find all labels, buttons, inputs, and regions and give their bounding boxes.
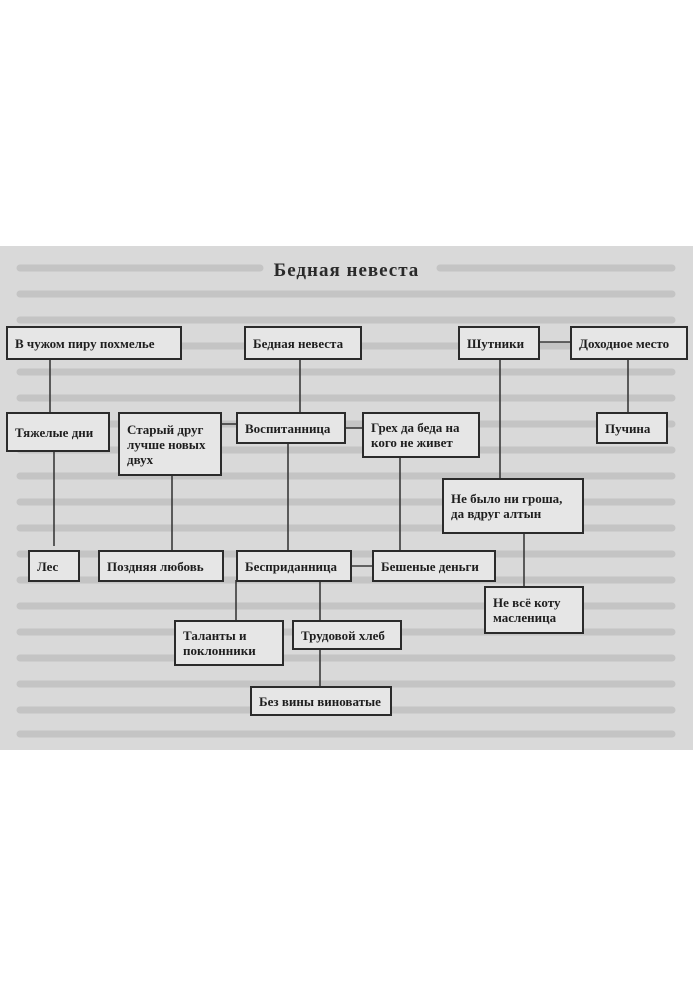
node-les: Лес — [28, 550, 80, 582]
node-puchina: Пучина — [596, 412, 668, 444]
node-bez-viny-vinovatye: Без вины виноватые — [250, 686, 392, 716]
node-shutniki: Шутники — [458, 326, 540, 360]
node-pozdnyaya-lyubov: Поздняя любовь — [98, 550, 224, 582]
node-ne-vse-kotu-maslenica: Не всё коту масленица — [484, 586, 584, 634]
node-beshenye-dengi: Бешеные деньги — [372, 550, 496, 582]
node-dohodnoe-mesto: Доходное место — [570, 326, 688, 360]
node-staryi-drug: Старый друг лучше новых двух — [118, 412, 222, 476]
node-tyazhelye-dni: Тяжелые дни — [6, 412, 110, 452]
node-greh-da-beda: Грех да беда на кого не живет — [362, 412, 480, 458]
node-talanty-i-poklonniki: Таланты и поклонники — [174, 620, 284, 666]
diagram-title: Бедная невеста — [273, 260, 420, 281]
node-vospitannica: Воспитанница — [236, 412, 346, 444]
node-ne-bylo-ni-grosha: Не было ни гроша, да вдруг алтын — [442, 478, 584, 534]
node-trudovoi-hleb: Трудовой хлеб — [292, 620, 402, 650]
node-bespridannica: Бесприданница — [236, 550, 352, 582]
node-v-chuzhom-piru: В чужом пиру похмелье — [6, 326, 182, 360]
connector-lines — [0, 246, 693, 750]
node-bednaya-nevesta: Бедная невеста — [244, 326, 362, 360]
scanned-page — [0, 246, 693, 750]
